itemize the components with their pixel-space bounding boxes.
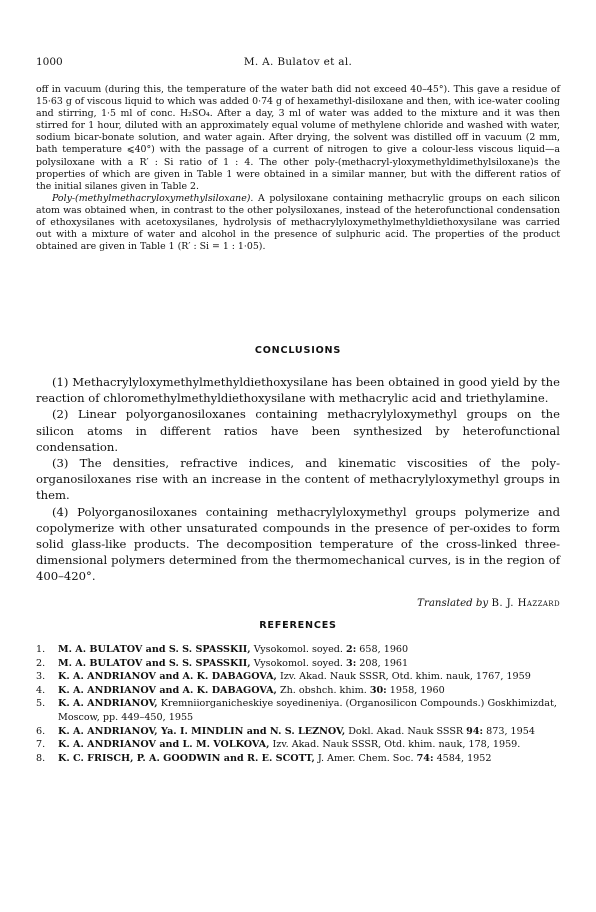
paragraph-2-title: Poly-(methylmethacryloxymethylsiloxane). bbox=[52, 192, 254, 204]
reference-pages: 208, 1961 bbox=[356, 657, 409, 669]
reference-authors: M. A. BULATOV and S. S. SPASSKII, bbox=[58, 644, 251, 655]
reference-authors: K. A. ANDRIANOV and A. K. DABAGOVA, bbox=[58, 684, 277, 696]
reference-item bbox=[36, 670, 560, 684]
reference-volume: 74: bbox=[416, 752, 434, 764]
conclusion-item: (2) Linear polyorganosiloxanes containing methacrylyloxymethyl groups on the silicon atoms in different ratios have been synthesized by heterofunctional condensation. bbox=[36, 407, 560, 454]
reference-authors: M. A. BULATOV and S. S. SPASSKII, bbox=[58, 657, 251, 669]
reference-source: Vysokomol. soyed. bbox=[250, 657, 347, 669]
reference-authors: K. C. FRISCH, P. A. GOODWIN and R. E. SCOTT, bbox=[58, 752, 315, 764]
reference-authors: K. A. ANDRIANOV and A. K. DABAGOVA, bbox=[58, 671, 277, 683]
reference-source: Vysokomol. soyed. bbox=[250, 644, 347, 655]
reference-item bbox=[36, 697, 560, 724]
translator-name: B. J. Hazzard bbox=[491, 598, 560, 609]
body-paragraph-2 bbox=[36, 193, 560, 253]
reference-volume: 30: bbox=[369, 684, 387, 696]
reference-volume: 3: bbox=[346, 657, 357, 669]
reference-pages: 1958, 1960 bbox=[386, 684, 445, 696]
translated-by-label: Translated by bbox=[417, 598, 489, 609]
reference-authors: K. A. ANDRIANOV, bbox=[58, 698, 158, 710]
reference-number: 6. bbox=[36, 725, 46, 737]
reference-item bbox=[36, 738, 560, 752]
reference-source: Izv. Akad. Nauk SSSR, Otd. khim. nauk, 178, 1959. bbox=[269, 739, 521, 751]
page-number: 1000 bbox=[36, 56, 63, 68]
reference-authors: K. A. ANDRIANOV, Ya. I. MINDLIN and N. S. LEZNOV, bbox=[58, 725, 346, 737]
reference-number: 8. bbox=[36, 752, 46, 764]
references-heading: REFERENCES bbox=[259, 620, 337, 631]
reference-pages: 873, 1954 bbox=[483, 725, 535, 737]
reference-pages: 658, 1960 bbox=[356, 644, 409, 655]
reference-source: Dokl. Akad. Nauk SSSR bbox=[345, 725, 467, 737]
reference-source: Kremniiorganicheskiye soyedineniya. (Organosilicon Compounds.) Goskhimizdat, Moscow, pp. 449–450, 1955 bbox=[58, 698, 557, 723]
references-list bbox=[36, 643, 560, 765]
reference-number: 4. bbox=[36, 684, 46, 696]
body-paragraph-1: off in vacuum (during this, the temperature of the water bath did not exceed 40–45°). This gave a residue of 15·63 g of viscous liquid to which was added 0·74 g of hexamethyl-disiloxane and then, with ice-water cooling and stirring, 1·5 ml of conc. H₂SO₄. After a day, 3 ml of water was added to the mixture and it was then stirred for 1 hour, diluted with an approximately equal volume of methylene chloride and washed with water, sodium bicar-bonate solution, and water again. After drying, the solvent was distilled off in vacuum (2 mm, bath temperature ⩽40°) with the passage of a current of nitrogen to give a colour-less viscous liquid—a polysiloxane with a R′ : Si ratio of 1 : 4. The other poly-(methacryl-yloxymethyldimethylsiloxane)s the properties of which are given in Table 1 were obtained in a similar manner, but with the different ratios of the initial silanes given in Table 2. bbox=[36, 84, 560, 192]
paragraph-2-text: A polysiloxane containing methacrylic groups on each silicon atom was obtained when, in contrast to the other polysiloxanes, instead of the heterofunctional condensation of ethoxysilanes with acetoxysilanes, hydrolysis of methacrylyloxymethylmethyldiethoxysilane was carried out with a mixture of water and alcohol in the presence of sulphuric acid. The properties of the product obtained are given in Table 1 (R′ : Si = 1 : 1·05). bbox=[36, 192, 560, 253]
reference-item bbox=[36, 657, 560, 671]
conclusions-heading: CONCLUSIONS bbox=[254, 345, 342, 356]
reference-number: 7. bbox=[36, 739, 46, 751]
conclusion-item: (1) Methacrylyloxymethylmethyldiethoxysilane has been obtained in good yield by the reaction of chloromethylmethyldiethoxysilane with methacrylic acid and triethylamine. bbox=[36, 375, 560, 406]
reference-number: 5. bbox=[36, 698, 46, 710]
running-title: M. A. Bulatov et al. bbox=[243, 56, 353, 68]
reference-number: 2. bbox=[36, 657, 46, 669]
reference-item bbox=[36, 725, 560, 739]
conclusions-list bbox=[36, 374, 560, 585]
reference-item bbox=[36, 643, 560, 657]
reference-source: J. Amer. Chem. Soc. bbox=[314, 752, 417, 764]
reference-authors: K. A. ANDRIANOV and L. M. VOLKOVA, bbox=[58, 739, 270, 751]
conclusion-item: (3) The densities, refractive indices, and kinematic viscosities of the poly-organosiloxanes rise with an increase in the content of methacrylyloxymethyl groups in them. bbox=[36, 456, 560, 503]
reference-number: 3. bbox=[36, 671, 46, 683]
reference-volume: 94: bbox=[466, 725, 484, 737]
reference-volume: 2: bbox=[346, 644, 357, 655]
reference-number: 1. bbox=[36, 644, 46, 655]
conclusion-item: (4) Polyorganosiloxanes containing methacrylyloxymethyl groups polymerize and copolymerize with other unsaturated compounds in the presence of per-oxides to form solid glass-like products. The decomposition temperature of the cross-linked three-dimensional polymers determined from the thermomechanical curves, is in the region of 400–420°. bbox=[36, 504, 560, 584]
reference-item bbox=[36, 752, 560, 766]
reference-item bbox=[36, 684, 560, 698]
page-header bbox=[36, 56, 560, 72]
reference-pages: 4584, 1952 bbox=[433, 752, 492, 764]
reference-source: Zh. obshch. khim. bbox=[276, 684, 370, 696]
body-text bbox=[36, 84, 560, 253]
translator-credit bbox=[36, 598, 560, 609]
reference-source: Izv. Akad. Nauk SSSR, Otd. khim. nauk, 1767, 1959 bbox=[276, 671, 531, 683]
